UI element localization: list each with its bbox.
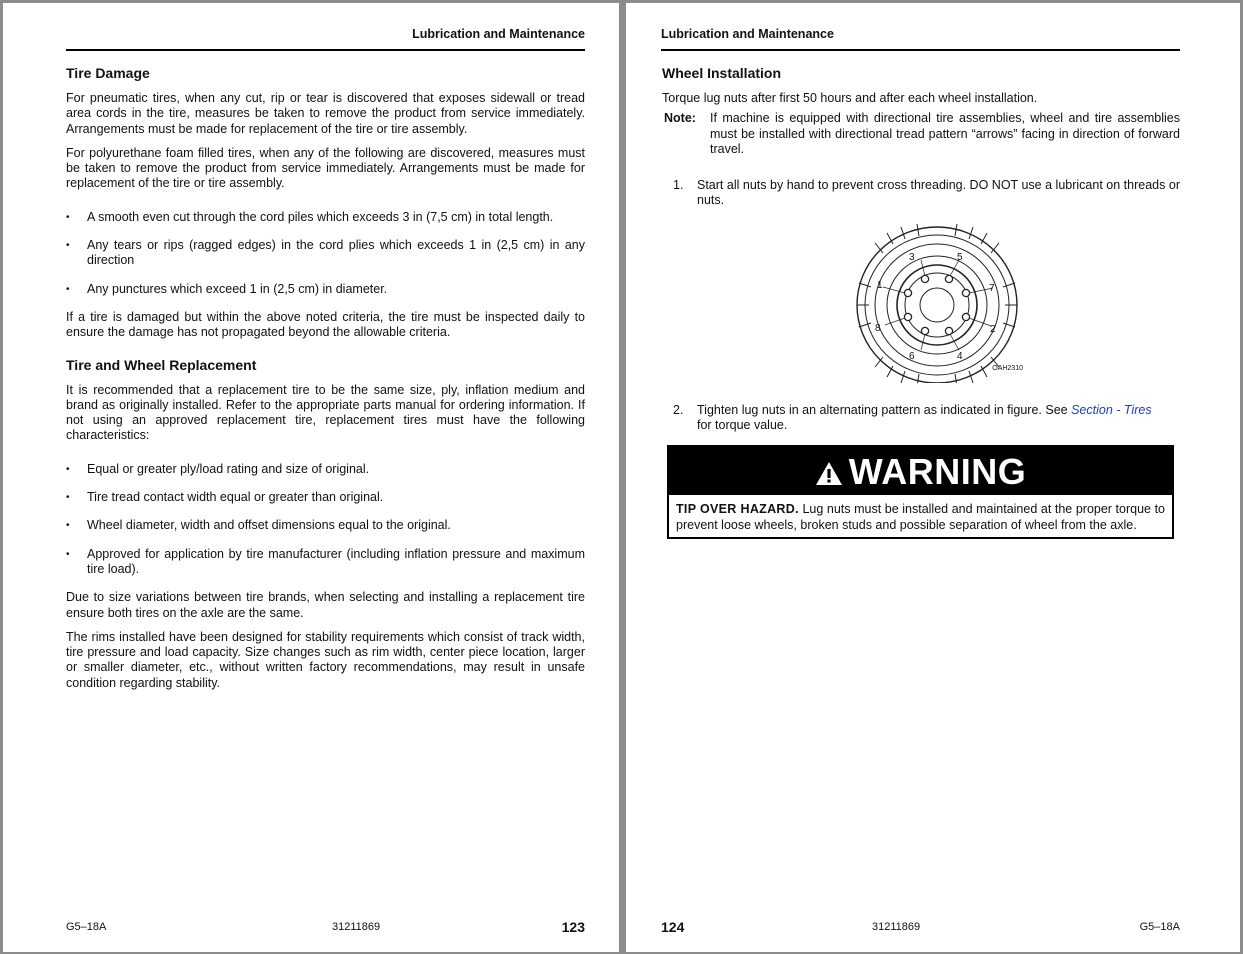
step-text-lead: Tighten lug nuts in an alternating pattern as indicated in figure. See: [697, 402, 1072, 417]
lug-label: 5: [957, 251, 963, 263]
installation-steps: [662, 178, 1180, 209]
warning-body: [669, 495, 1172, 537]
list-item: • Tire tread contact width equal or greater than original.: [66, 490, 585, 505]
tire-damage-paragraph-3: If a tire is damaged but within the above noted criteria, the tire must be inspected daily to ensure the damage has not propagated beyond the allowable criteria.: [66, 309, 585, 340]
wheel-installation-intro: Torque lug nuts after first 50 hours and after each wheel installation.: [662, 91, 1038, 105]
warning-box: [667, 445, 1174, 539]
left-page: [3, 3, 619, 952]
list-item: • Any tears or rips (ragged edges) in the cord plies which exceeds 1 in (2,5 cm) in any direction: [66, 238, 585, 269]
note-label: Note:: [664, 111, 696, 126]
running-head: Lubrication and Maintenance: [412, 27, 585, 41]
tire-damage-heading: Tire Damage: [66, 65, 150, 81]
lug-nut-pattern-figure: [855, 223, 1027, 383]
tire-damage-criteria-list: [66, 210, 585, 297]
step-text-tail: for torque value.: [697, 418, 788, 433]
lug-label: 1: [877, 279, 883, 291]
wheel-installation-heading: Wheel Installation: [662, 65, 782, 81]
step-item: [673, 178, 1180, 209]
warning-hazard-label: TIP OVER HAZARD.: [676, 502, 799, 517]
footer-model: G5–18A: [1139, 921, 1180, 933]
right-page: [626, 3, 1240, 952]
lug-label: 7: [989, 282, 995, 294]
replacement-characteristics-list: [66, 462, 585, 577]
installation-steps: [662, 403, 1180, 434]
note-block: [662, 111, 1180, 157]
lug-label: 4: [957, 350, 963, 362]
page-number: 124: [661, 919, 685, 935]
step-text: Start all nuts by hand to prevent cross threading. DO NOT use a lubricant on threads or nuts.: [697, 178, 1180, 208]
left-page-content: [66, 65, 585, 700]
right-page-content: [662, 65, 1180, 539]
replacement-paragraph-2: Due to size variations between tire brands, when selecting and installing a replacement tire ensure both tires on the axle are the same.: [66, 590, 585, 620]
replacement-paragraph-3: The rims installed have been designed for stability requirements which consist of track width, tire pressure and load capacity. Size changes such as rim width, center piece location, larger or smaller diameter, etc., without written factory recommendations, may result in unsafe condition regarding stability.: [66, 629, 585, 690]
page-number: 123: [561, 919, 585, 935]
running-head: Lubrication and Maintenance: [661, 27, 834, 41]
list-item: • Equal or greater ply/load rating and size of original.: [66, 462, 585, 477]
step-item: [673, 403, 1180, 434]
section-tires-link[interactable]: Section - Tires: [1071, 402, 1152, 417]
warning-triangle-icon: [815, 461, 843, 486]
figure-id: OAH2310: [992, 365, 1023, 373]
replacement-paragraph-1: It is recommended that a replacement tire to be the same size, ply, inflation medium and brand as originally installed. Refer to the appropriate parts manual for ordering information. If not using an approved replacement tire, replacement tires must have the following characteristics:: [66, 382, 585, 443]
lug-label: 6: [909, 350, 915, 362]
step-number: 2.: [673, 402, 684, 417]
warning-text: Lug nuts must be installed and maintained at the proper torque to prevent loose wheels, broken studs and possible separation of wheel from the axle.: [676, 502, 1165, 532]
lug-label: 3: [909, 251, 915, 263]
replacement-heading: Tire and Wheel Replacement: [66, 356, 257, 373]
note-text: If machine is equipped with directional tire assemblies, wheel and tire assemblies must be installed with directional tread pattern “arrows” facing in direction of forward travel.: [710, 111, 1180, 156]
lug-label: 2: [990, 323, 996, 335]
header-rule: [66, 49, 585, 51]
lug-label: 8: [875, 322, 881, 334]
warning-header: [669, 447, 1172, 495]
step-number: 1.: [673, 178, 684, 193]
footer-doc-number: 31211869: [872, 921, 921, 933]
tire-damage-paragraph-1: For pneumatic tires, when any cut, rip or tear is discovered that exposes sidewall or tread area cords in the tire, measures be taken to remove the product from service immediately. Arrangements must be made for replacement of the tire or tire assembly.: [66, 91, 585, 136]
header-rule: [661, 49, 1180, 51]
list-item: • A smooth even cut through the cord piles which exceeds 3 in (7,5 cm) in total length.: [66, 210, 585, 225]
footer-doc-number: 31211869: [332, 921, 381, 933]
step-text: [697, 403, 1180, 434]
wheel-tire-diagram: [855, 223, 1027, 383]
list-item: • Wheel diameter, width and offset dimensions equal to the original.: [66, 518, 585, 533]
list-item: • Approved for application by tire manufacturer (including inflation pressure and maximum tire load).: [66, 547, 585, 578]
list-item: • Any punctures which exceed 1 in (2,5 cm) in diameter.: [66, 282, 585, 297]
footer-model: G5–18A: [66, 921, 107, 933]
tire-damage-paragraph-2: For polyurethane foam filled tires, when any of the following are discovered, measures must be taken to remove the product from service immediately. Arrangements must be made for replacement of the tire or tire assembly.: [66, 145, 585, 191]
warning-title: WARNING: [848, 451, 1027, 493]
